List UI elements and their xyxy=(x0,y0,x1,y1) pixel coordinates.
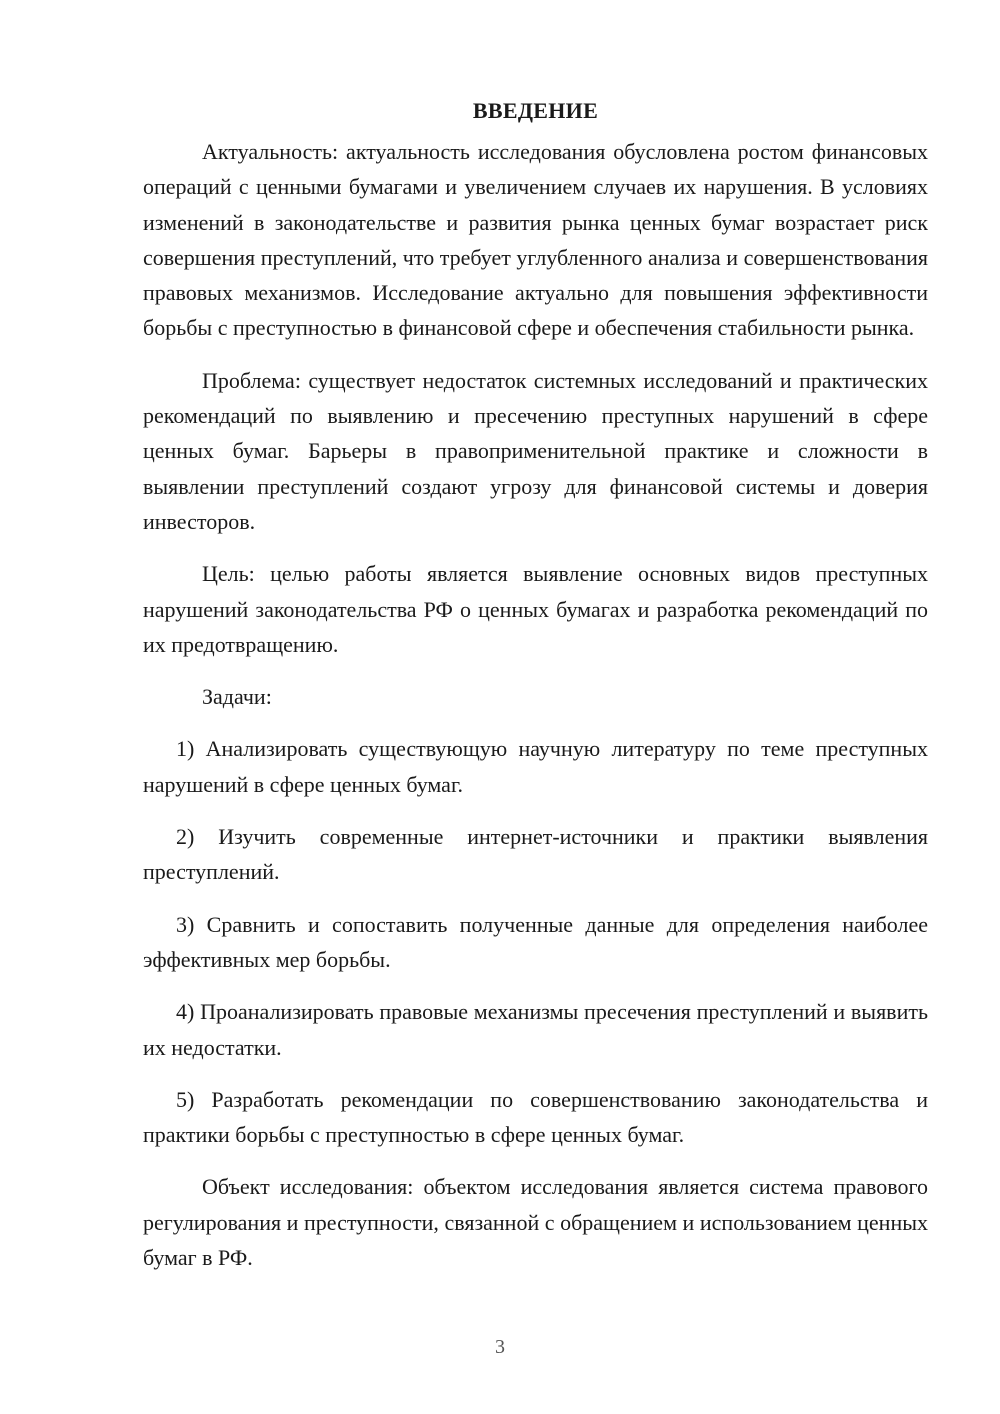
page-number: 3 xyxy=(495,1336,505,1358)
relevance-paragraph: Актуальность: актуальность исследования обусловлена ростом финансовых операций с ценными бумагами и увеличением случаев их нарушения. В условиях изменений в законодательстве и развития рынка ценных бумаг возрастает риск совершения преступлений, что требует углубленного анализа и совершенствования правовых механизмов. Исследование актуально для повышения эффективности борьбы с преступностью в финансовой сфере и обеспечения стабильности рынка. xyxy=(143,139,928,341)
goal-paragraph: Цель: целью работы является выявление основных видов преступных нарушений законодательства РФ о ценных бумагах и разработка рекомендаций по их предотвращению. xyxy=(143,561,928,657)
task-item-2: 2) Изучить современные интернет-источники и практики выявления преступлений. xyxy=(143,824,928,885)
task-item-5: 5) Разработать рекомендации по совершенствованию законодательства и практики борьбы с преступностью в сфере ценных бумаг. xyxy=(143,1086,928,1148)
problem-paragraph: Проблема: существует недостаток системных исследований и практических рекомендаций по выявлению и пресечению преступных нарушений в сфере ценных бумаг. Барьеры в правоприменительной практике и сложности в выявлении преступлений создают угрозу для финансовой системы и доверия инвесторов. xyxy=(143,367,928,534)
task-item-1: 1) Анализировать существующую научную литературу по теме преступных нарушений в сфере ценных бумаг. xyxy=(143,736,928,797)
task-item-3: 3) Сравнить и сопоставить полученные данные для определения наиболее эффективных мер борьбы. xyxy=(143,911,928,972)
page-title: ВВЕДЕНИЕ xyxy=(472,98,599,123)
document-page xyxy=(143,93,928,1292)
task-item-4: 4) Проанализировать правовые механизмы пресечения преступлений и выявить их недостатки. xyxy=(143,999,928,1060)
object-paragraph: Объект исследования: объектом исследования является система правового регулирования и преступности, связанной с обращением и использованием ценных бумаг в РФ. xyxy=(143,1174,928,1271)
tasks-label: Задачи: xyxy=(202,684,272,710)
